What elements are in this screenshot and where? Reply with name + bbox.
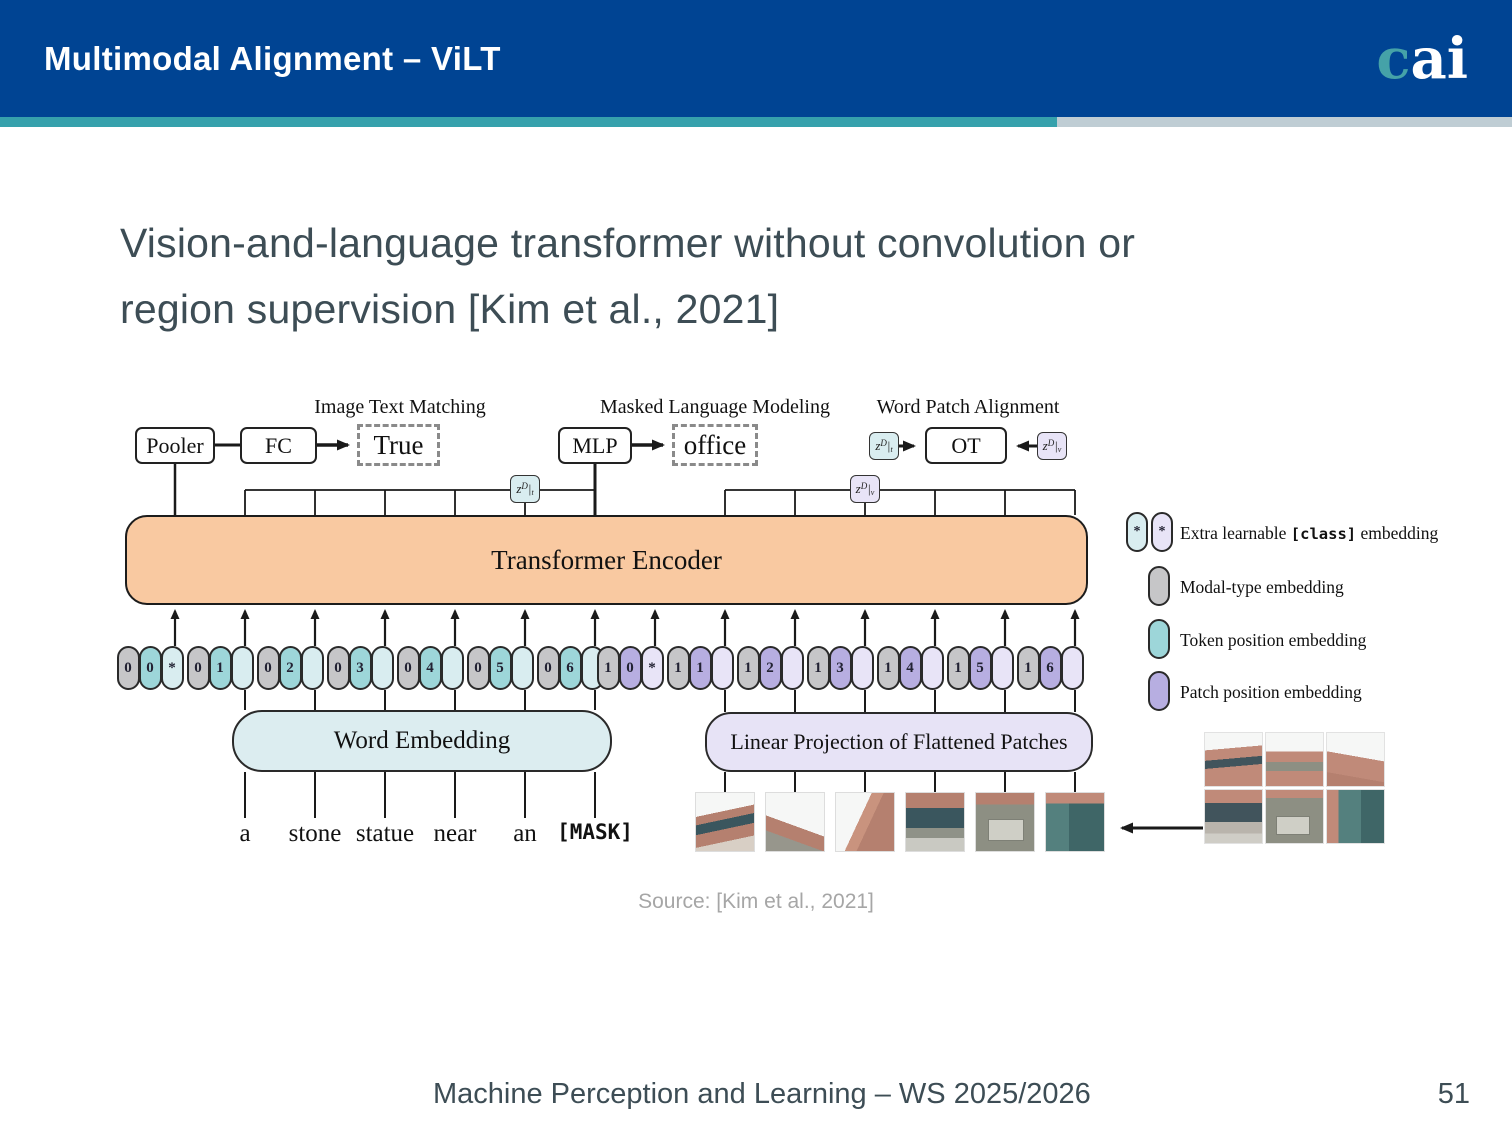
modal-type-pill: 0 — [257, 646, 280, 690]
modal-type-pill: 0 — [327, 646, 350, 690]
image-token-group-1 — [668, 646, 734, 690]
z-token-box-bracket — [510, 475, 540, 503]
accent-teal-segment — [0, 117, 1057, 127]
grid-cell — [1327, 733, 1384, 786]
logo-ai: ai — [1410, 25, 1468, 92]
image-token-group-3 — [808, 646, 874, 690]
modal-type-pill: 1 — [1017, 646, 1040, 690]
position-pill: 0 — [619, 646, 642, 690]
input-word-mask-token: [MASK] — [557, 820, 633, 844]
position-pill: 4 — [419, 646, 442, 690]
position-pill: 1 — [689, 646, 712, 690]
grid-cell — [1205, 790, 1262, 843]
image-patch-statue — [976, 793, 1034, 851]
input-words-row — [0, 820, 700, 850]
image-patch — [766, 793, 824, 851]
z-base: z — [855, 481, 861, 496]
ot-box: OT — [925, 427, 1007, 464]
image-token-group-0 — [598, 646, 664, 690]
z-patch-box-wpa — [1037, 432, 1067, 460]
embedding-pill — [991, 646, 1014, 690]
position-pill: 3 — [829, 646, 852, 690]
embedding-pill — [1061, 646, 1084, 690]
modal-type-pill: 1 — [877, 646, 900, 690]
transformer-encoder-box: Transformer Encoder — [125, 515, 1088, 605]
source-caption: Source: [Kim et al., 2021] — [638, 890, 874, 913]
position-pill: 0 — [139, 646, 162, 690]
heading-line-2: region supervision [Kim et al., 2021] — [120, 286, 780, 332]
footer-course-title: Machine Perception and Learning – WS 2025/2026 — [433, 1078, 1091, 1110]
z-sub: v — [870, 487, 875, 497]
z-sub: t — [890, 444, 893, 454]
grid-cell-statue — [1266, 790, 1323, 843]
modal-type-pill: 0 — [117, 646, 140, 690]
task-label-masked-language-modeling: Masked Language Modeling — [600, 396, 830, 418]
z-patch-box-bracket — [850, 475, 880, 503]
grid-cell — [1205, 733, 1262, 786]
legend-patch-position-pill — [1148, 671, 1170, 711]
input-word: statue — [355, 820, 415, 847]
embedding-pill — [781, 646, 804, 690]
vilt-architecture-diagram — [0, 390, 1512, 870]
modal-type-pill: 1 — [807, 646, 830, 690]
position-pill: 6 — [1039, 646, 1062, 690]
position-pill: 5 — [969, 646, 992, 690]
modal-type-pill: 0 — [467, 646, 490, 690]
cai-logo — [1376, 25, 1468, 92]
embedding-pill — [711, 646, 734, 690]
accent-gray-segment — [1057, 117, 1512, 127]
input-word: an — [513, 820, 537, 847]
z-sup: D — [1047, 437, 1055, 448]
image-token-group-2 — [738, 646, 804, 690]
heading-line-1: Vision-and-language transformer without convolution or — [120, 220, 1136, 266]
mlp-box: MLP — [558, 427, 632, 464]
modal-type-pill: 0 — [537, 646, 560, 690]
image-token-group-4 — [878, 646, 944, 690]
grid-cell — [1327, 790, 1384, 843]
legend-item-patch-position: Patch position embedding — [1180, 682, 1362, 702]
legend-item-token-position: Token position embedding — [1180, 630, 1367, 650]
position-pill: 2 — [279, 646, 302, 690]
legend-item-class-embedding — [1180, 523, 1438, 544]
position-pill: 5 — [489, 646, 512, 690]
header-accent-bar — [0, 117, 1512, 127]
embedding-pill: * — [161, 646, 184, 690]
image-token-group-6 — [1018, 646, 1084, 690]
z-pipe: | — [527, 481, 532, 496]
legend-text: Extra learnable — [1180, 523, 1291, 543]
image-patch — [696, 793, 754, 851]
linear-projection-box: Linear Projection of Flattened Patches — [705, 712, 1093, 772]
legend-item-modal-type: Modal-type embedding — [1180, 577, 1344, 597]
mlm-result-box: office — [672, 424, 758, 466]
task-label-image-text-matching: Image Text Matching — [314, 396, 486, 418]
pooler-box: Pooler — [135, 427, 215, 464]
itm-result-box: True — [357, 424, 440, 466]
slide-heading — [120, 210, 1135, 342]
modal-type-pill: 1 — [737, 646, 760, 690]
z-sub: t — [531, 487, 534, 497]
z-sub: v — [1057, 444, 1062, 454]
z-pipe: | — [886, 438, 891, 453]
task-label-word-patch-alignment: Word Patch Alignment — [876, 396, 1060, 418]
logo-c: c — [1376, 25, 1411, 92]
word-embedding-box: Word Embedding — [232, 710, 612, 772]
image-patch — [906, 793, 964, 851]
slide-header — [0, 0, 1512, 117]
modal-type-pill: 1 — [667, 646, 690, 690]
z-pipe: | — [1054, 438, 1058, 453]
position-pill: 6 — [559, 646, 582, 690]
legend-text: embedding — [1356, 523, 1439, 543]
input-word: a — [239, 820, 251, 847]
input-word: near — [433, 820, 477, 847]
z-token-box-wpa — [869, 432, 899, 460]
z-base: z — [875, 438, 881, 453]
position-pill: 1 — [209, 646, 232, 690]
modal-type-pill: 1 — [947, 646, 970, 690]
fc-box: FC — [240, 427, 317, 464]
z-sup: D — [860, 480, 868, 491]
position-pill: 3 — [349, 646, 372, 690]
modal-type-pill: 0 — [187, 646, 210, 690]
input-word: stone — [288, 820, 342, 847]
footer-page-number: 51 — [1437, 1078, 1470, 1110]
legend-class-pill-image: * — [1151, 512, 1173, 552]
modal-type-pill: 0 — [397, 646, 420, 690]
z-base: z — [1042, 438, 1048, 453]
z-sup: D — [880, 437, 887, 448]
legend-class-pill-text: * — [1126, 512, 1148, 552]
z-sup: D — [521, 480, 528, 491]
embedding-pill — [851, 646, 874, 690]
image-patch — [836, 793, 894, 851]
embedding-pill: * — [641, 646, 664, 690]
slide-title: Multimodal Alignment – ViLT — [44, 39, 501, 77]
embedding-pill — [921, 646, 944, 690]
z-pipe: | — [867, 481, 871, 496]
position-pill: 2 — [759, 646, 782, 690]
modal-type-pill: 1 — [597, 646, 620, 690]
legend-modal-pill — [1148, 566, 1170, 606]
z-base: z — [516, 481, 522, 496]
image-patch — [1046, 793, 1104, 851]
legend-class-code: [class] — [1290, 525, 1357, 543]
grid-cell — [1266, 733, 1323, 786]
position-pill: 4 — [899, 646, 922, 690]
legend-token-position-pill — [1148, 619, 1170, 659]
image-token-group-5 — [948, 646, 1014, 690]
source-image-patch-grid — [1205, 733, 1384, 843]
